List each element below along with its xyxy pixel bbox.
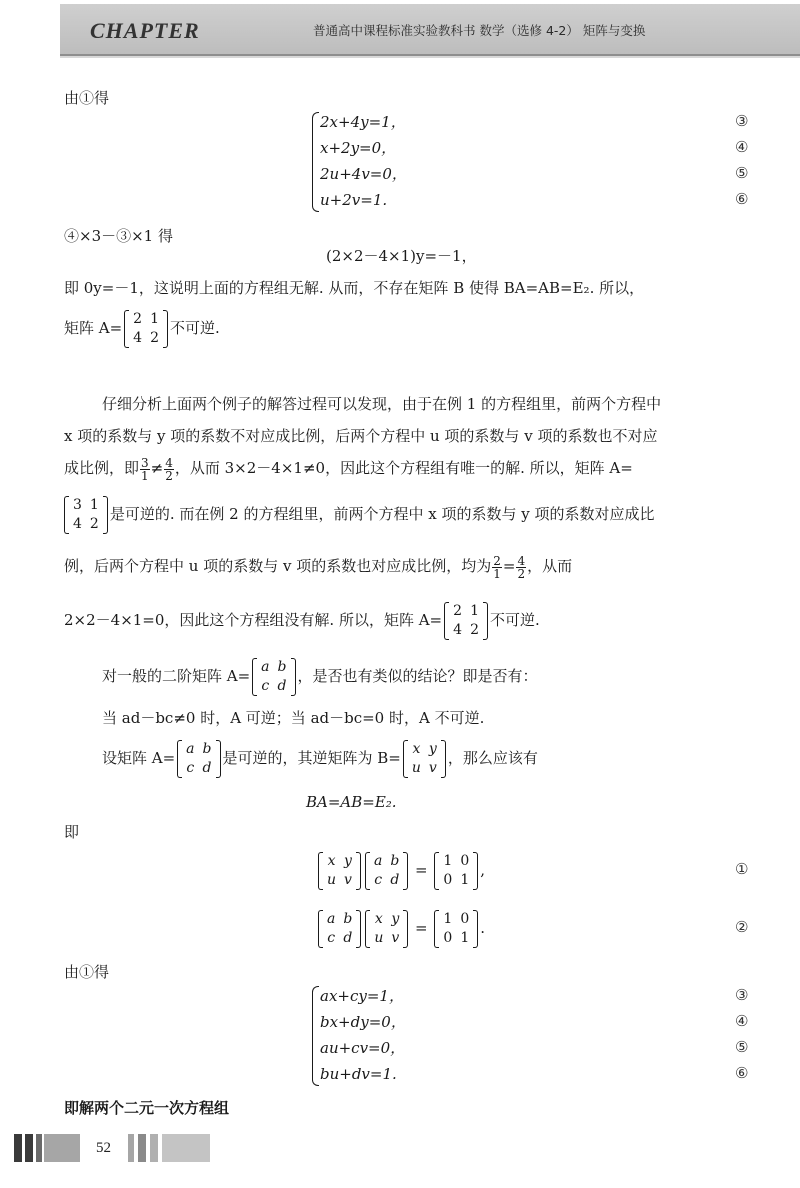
result-equation: (2×2－4×1)y=－1， — [326, 247, 477, 265]
fraction-4-2-b: $\frac{4}{2}$ — [517, 553, 526, 581]
mat-abcd: a b c d — [365, 852, 408, 890]
page-header — [60, 4, 800, 56]
page-number: 52 — [96, 1140, 111, 1156]
matrix-A-abcd-b: a b c d — [177, 740, 220, 778]
equation-5: 2u+4v=0， — [320, 165, 407, 183]
setup-c: ，那么应该有 — [447, 749, 538, 767]
analysis-line-3-a: 成比例，即 — [64, 459, 140, 477]
equation-4b: bx+dy=0， — [320, 1013, 406, 1031]
equation-3: 2x+4y=1， — [320, 113, 406, 131]
analysis-line-5: 例，后两个方程中 u 项的系数与 v 项的系数也对应成比例，均为 $\frac{2}{1}$ = $\frac{4}{2}$ ，从而 — [64, 553, 573, 581]
closing-text: 即解两个二元一次方程组 — [64, 1099, 230, 1117]
analysis-line-6-b: 不可逆. — [489, 611, 540, 629]
analysis-line-4-text: 是可逆的. 而在例 2 的方程组里，前两个方程中 x 项的系数与 y 项的系数对应成比 — [109, 505, 655, 523]
matrix-prefix: 矩阵 A= — [64, 319, 123, 337]
general-line-a: 对一般的二阶矩阵 A= — [102, 667, 251, 685]
setup-a: 设矩阵 A= — [102, 749, 176, 767]
equation-5b: au+cv=0， — [320, 1039, 406, 1057]
marker-5: ⑤ — [735, 164, 749, 182]
matrix-suffix: 不可逆. — [170, 319, 220, 337]
general-matrix-line — [102, 656, 538, 696]
marker-1: ① — [735, 860, 749, 878]
matrix-A-abcd: a b c d — [252, 658, 295, 696]
analysis-line-5-b: ，从而 — [527, 557, 573, 575]
marker-3b: ③ — [735, 986, 749, 1004]
analysis-line-2: x 项的系数与 y 项的系数不对应成比例，后两个方程中 u 项的系数与 v 项的系数也不对应 — [64, 427, 658, 445]
analysis-line-5-a: 例，后两个方程中 u 项的系数与 v 项的系数也对应成比例，均为 — [64, 557, 492, 575]
chapter-label: CHAPTER — [90, 18, 200, 43]
conclusion-line: 即 0y=－1，这说明上面的方程组无解. 从而，不存在矩阵 B 使得 BA=AB=E₂. 所以， — [64, 279, 645, 297]
intro-text-2: 由①得 — [64, 963, 110, 981]
analysis-line-6-a: 2×2－4×1=0，因此这个方程组没有解. 所以，矩阵 A= — [64, 611, 443, 629]
analysis-line-1: 仔细分析上面两个例子的解答过程可以发现，由于在例 1 的方程组里，前两个方程中 — [102, 395, 662, 413]
equation-6b: bu+dv=1. — [320, 1065, 397, 1083]
marker-6: ⑥ — [735, 190, 749, 208]
analysis-line-6 — [64, 600, 540, 640]
intro-text: 由①得 — [64, 89, 110, 107]
equation-6: u+2v=1. — [320, 191, 388, 209]
book-title: 普通高中课程标准实验教科书 数学（选修 4-2） 矩阵与变换 — [313, 23, 646, 38]
inverse-setup-line — [102, 738, 538, 778]
mat-identity: 1 0 0 1 — [434, 852, 478, 890]
marker-2: ② — [735, 918, 749, 936]
marker-6b: ⑥ — [735, 1064, 749, 1082]
matrix-A-3-1-4-2: 3 1 4 2 — [64, 496, 108, 534]
marker-3: ③ — [735, 112, 749, 130]
fraction-3-1: $\frac{3}{1}$ — [141, 455, 149, 483]
mat-xyuv: x y u v — [318, 852, 361, 890]
matrix-A-2-1-4-2-b: 2 1 4 2 — [444, 602, 488, 640]
operation-text: ④×3－③×1 得 — [64, 227, 173, 245]
identity-equation: BA=AB=E₂. — [306, 793, 397, 811]
matrix-equation-1: x y u v a b c d = 1 0 0 1 , — [316, 848, 485, 892]
mat-xyuv-2: x y u v — [365, 910, 408, 948]
general-line-b: ，是否也有类似的结论？即是否有： — [297, 667, 538, 685]
marker-5b: ⑤ — [735, 1038, 749, 1056]
mat-identity-2: 1 0 0 1 — [434, 910, 478, 948]
matrix-A-2-1-4-2: 2 1 4 2 — [124, 310, 168, 348]
fraction-4-2: $\frac{4}{2}$ — [165, 455, 173, 483]
ji-label: 即 — [64, 823, 80, 841]
matrix-equation-2: a b c d x y u v = 1 0 0 1 . — [316, 906, 485, 950]
matrix-B-xyuv: x y u v — [403, 740, 446, 778]
conjecture-line: 当 ad－bc≠0 时，A 可逆；当 ad－bc=0 时，A 不可逆. — [102, 709, 485, 727]
marker-4b: ④ — [735, 1012, 749, 1030]
analysis-line-3: 成比例，即 $\frac{3}{1}$ ≠ $\frac{4}{2}$ ，从而 3×2－4×1≠0，因此这个方程组有唯一的解. 所以，矩阵 A= — [64, 455, 633, 483]
marker-4: ④ — [735, 138, 749, 156]
mat-abcd-2: a b c d — [318, 910, 361, 948]
matrix-line — [64, 308, 220, 348]
fraction-2-1: $\frac{2}{1}$ — [493, 553, 501, 581]
system-brace-2 — [312, 986, 319, 1086]
system-brace — [312, 112, 319, 212]
equation-4: x+2y=0， — [320, 139, 397, 157]
analysis-line-3-b: ，从而 3×2－4×1≠0，因此这个方程组有唯一的解. 所以，矩阵 A= — [174, 459, 633, 477]
analysis-line-4 — [64, 494, 654, 534]
setup-b: 是可逆的，其逆矩阵为 B= — [222, 749, 401, 767]
equation-3b: ax+cy=1， — [320, 987, 404, 1005]
